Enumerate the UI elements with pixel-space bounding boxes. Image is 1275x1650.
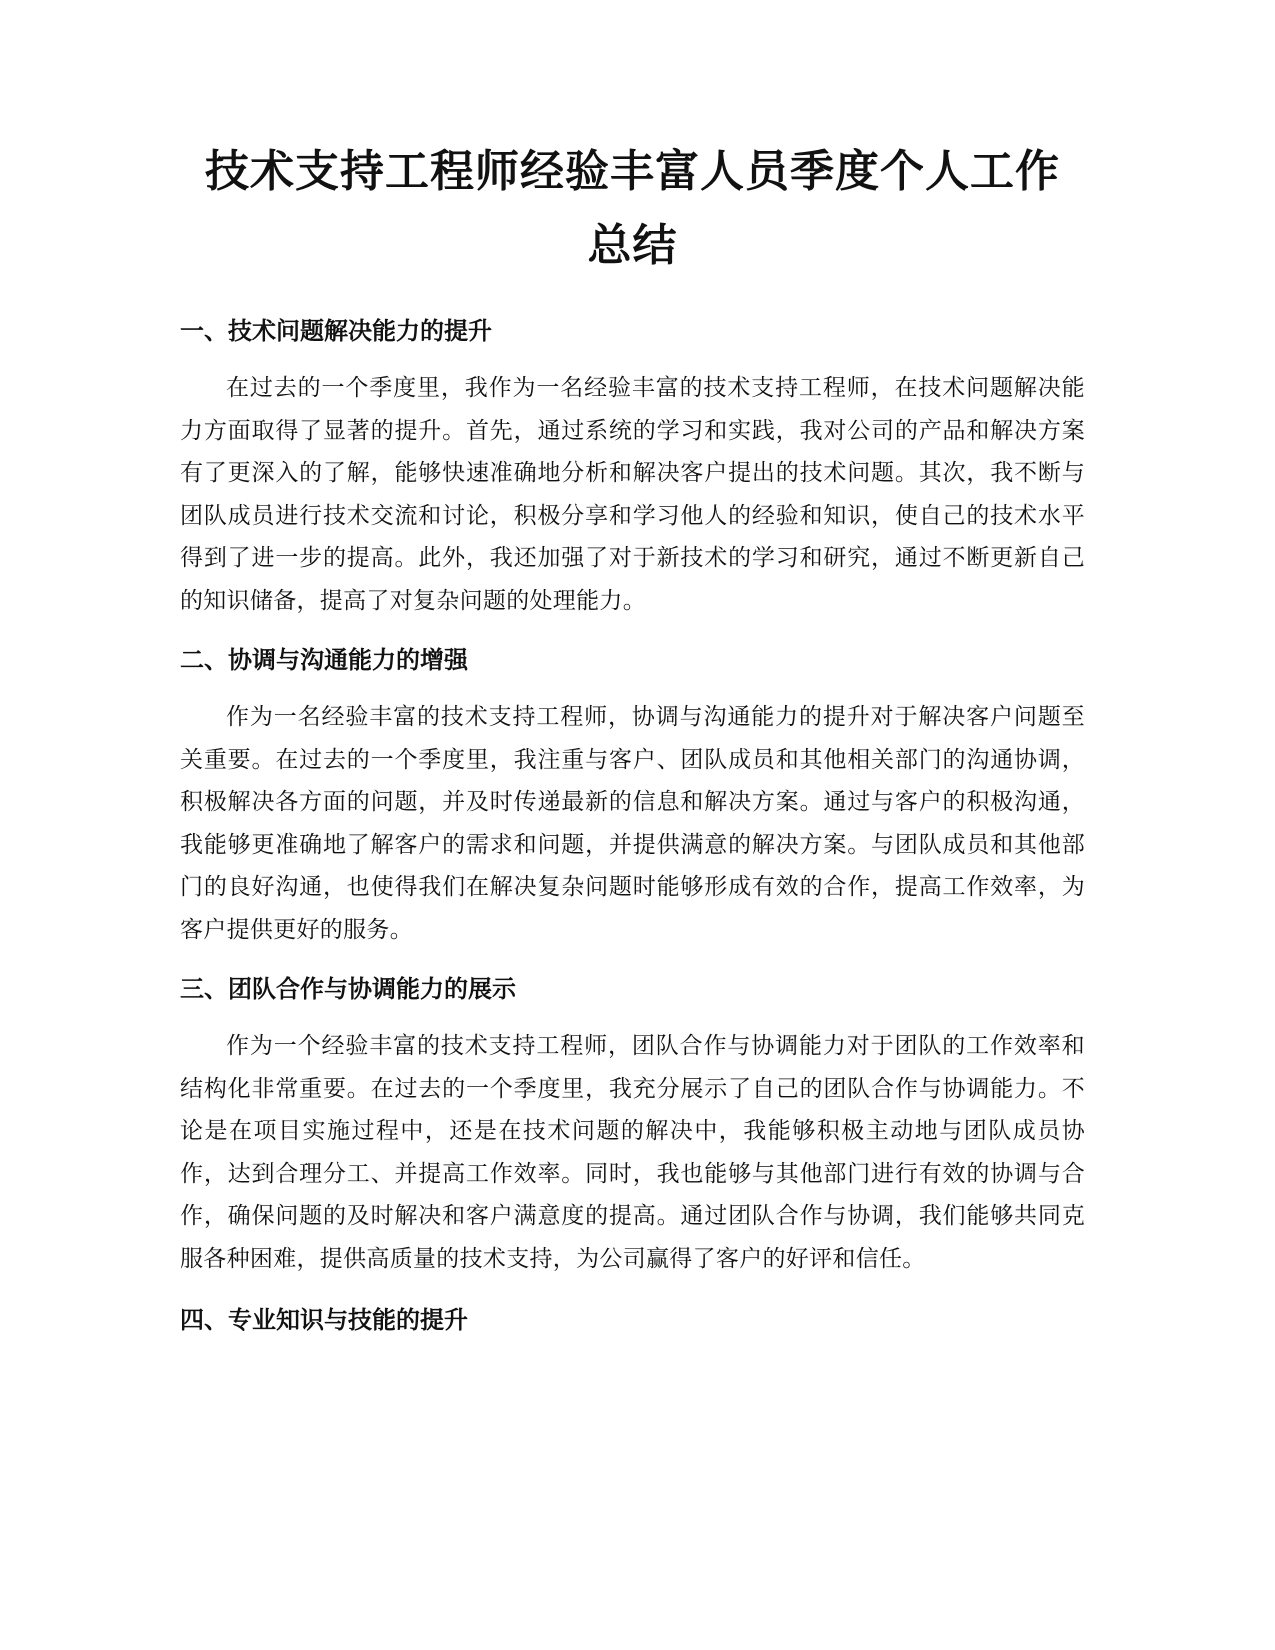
title-line-1: 技术支持工程师经验丰富人员季度个人工作: [205, 146, 1060, 197]
section-paragraph: 在过去的一个季度里，我作为一名经验丰富的技术支持工程师，在技术问题解决能力方面取得了显著的提升。首先，通过系统的学习和实践，我对公司的产品和解决方案有了更深入的了解，能够快速准确地分析和解决客户提出的技术问题。其次，我不断与团队成员进行技术交流和讨论，积极分享和学习他人的经验和知识，使自己的技术水平得到了进一步的提高。此外，我还加强了对于新技术的学习和研究，通过不断更新自己的知识储备，提高了对复杂问题的处理能力。: [180, 375, 1085, 614]
section-heading: 二、协调与沟通能力的增强: [180, 646, 468, 674]
section-3: [180, 971, 1085, 1280]
section-heading: 四、专业知识与技能的提升: [180, 1306, 468, 1334]
section-heading: 一、技术问题解决能力的提升: [180, 317, 492, 345]
section-heading: 三、团队合作与协调能力的展示: [180, 975, 516, 1003]
document-title: [160, 135, 1105, 283]
section-paragraph: 作为一个经验丰富的技术支持工程师，团队合作与协调能力对于团队的工作效率和结构化非常重要。在过去的一个季度里，我充分展示了自己的团队合作与协调能力。不论是在项目实施过程中，还是在技术问题的解决中，我能够积极主动地与团队成员协作，达到合理分工、并提高工作效率。同时，我也能够与其他部门进行有效的协调与合作，确保问题的及时解决和客户满意度的提高。通过团队合作与协调，我们能够共同克服各种困难，提供高质量的技术支持，为公司赢得了客户的好评和信任。: [180, 1033, 1085, 1272]
document-page: [180, 135, 1085, 1338]
section-4: [180, 1302, 1085, 1338]
section-2: [180, 642, 1085, 951]
title-line-2: 总结: [587, 220, 678, 271]
section-paragraph: 作为一名经验丰富的技术支持工程师，协调与沟通能力的提升对于解决客户问题至关重要。在过去的一个季度里，我注重与客户、团队成员和其他相关部门的沟通协调，积极解决各方面的问题，并及时传递最新的信息和解决方案。通过与客户的积极沟通，我能够更准确地了解客户的需求和问题，并提供满意的解决方案。与团队成员和其他部门的良好沟通，也使得我们在解决复杂问题时能够形成有效的合作，提高工作效率，为客户提供更好的服务。: [180, 704, 1085, 943]
section-1: [180, 313, 1085, 622]
